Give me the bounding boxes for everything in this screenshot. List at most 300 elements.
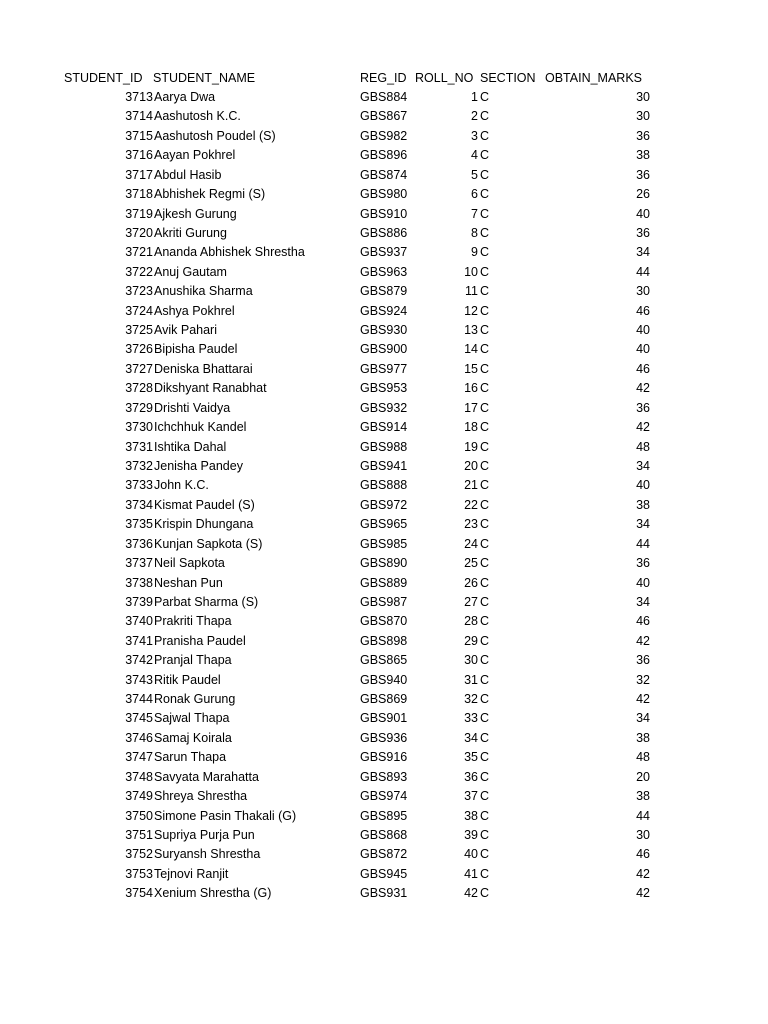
cell-obtain-marks: 34 xyxy=(636,594,650,609)
cell-section: C xyxy=(480,439,490,454)
cell-student-id: 3746 xyxy=(125,730,153,745)
cell-obtain-marks: 42 xyxy=(636,633,650,648)
cell-student-name: Neil Sapkota xyxy=(154,556,225,571)
cell-student-id: 3716 xyxy=(125,148,153,163)
cell-reg-id: GBS974 xyxy=(360,789,408,804)
table-row xyxy=(0,632,768,651)
cell-obtain-marks: 42 xyxy=(636,866,650,881)
table-row xyxy=(0,671,768,690)
cell-roll-no: 10 xyxy=(464,264,478,279)
cell-reg-id: GBS910 xyxy=(360,206,408,221)
cell-student-name: Xenium Shrestha (G) xyxy=(154,886,272,901)
table-row xyxy=(0,748,768,767)
cell-student-id: 3748 xyxy=(125,769,153,784)
cell-roll-no: 18 xyxy=(464,420,478,435)
cell-reg-id: GBS869 xyxy=(360,692,408,707)
cell-section: C xyxy=(480,653,490,668)
cell-roll-no: 2 xyxy=(471,109,478,124)
cell-section: C xyxy=(480,361,490,376)
cell-student-name: Savyata Marahatta xyxy=(154,769,259,784)
table-row xyxy=(0,768,768,787)
cell-section: C xyxy=(480,789,490,804)
cell-reg-id: GBS893 xyxy=(360,769,408,784)
cell-student-name: Sarun Thapa xyxy=(154,750,227,765)
cell-student-name: Jenisha Pandey xyxy=(154,458,243,473)
cell-roll-no: 16 xyxy=(464,381,478,396)
cell-reg-id: GBS937 xyxy=(360,245,408,260)
cell-student-id: 3715 xyxy=(125,128,153,143)
table-row xyxy=(0,321,768,340)
table-row xyxy=(0,166,768,185)
cell-obtain-marks: 46 xyxy=(636,361,650,376)
cell-section: C xyxy=(480,808,490,823)
cell-reg-id: GBS930 xyxy=(360,323,408,338)
cell-section: C xyxy=(480,886,490,901)
cell-reg-id: GBS916 xyxy=(360,750,408,765)
cell-roll-no: 32 xyxy=(464,692,478,707)
cell-obtain-marks: 34 xyxy=(636,458,650,473)
cell-student-id: 3754 xyxy=(125,886,153,901)
cell-student-id: 3740 xyxy=(125,614,153,629)
cell-roll-no: 22 xyxy=(464,497,478,512)
cell-reg-id: GBS972 xyxy=(360,497,408,512)
table-row xyxy=(0,282,768,301)
cell-student-name: Ichchhuk Kandel xyxy=(154,420,247,435)
cell-obtain-marks: 46 xyxy=(636,614,650,629)
cell-section: C xyxy=(480,866,490,881)
table-row xyxy=(0,107,768,126)
cell-obtain-marks: 36 xyxy=(636,225,650,240)
cell-student-name: Tejnovi Ranjit xyxy=(154,866,229,881)
cell-roll-no: 29 xyxy=(464,633,478,648)
table-row xyxy=(0,146,768,165)
cell-section: C xyxy=(480,206,490,221)
table-row xyxy=(0,690,768,709)
cell-obtain-marks: 34 xyxy=(636,245,650,260)
cell-obtain-marks: 38 xyxy=(636,730,650,745)
header-obtain-marks: OBTAIN_MARKS xyxy=(545,71,643,85)
cell-obtain-marks: 36 xyxy=(636,653,650,668)
cell-roll-no: 28 xyxy=(464,614,478,629)
cell-student-id: 3731 xyxy=(125,439,153,454)
cell-student-id: 3736 xyxy=(125,536,153,551)
header-student-name: STUDENT_NAME xyxy=(153,71,256,85)
cell-student-name: Simone Pasin Thakali (G) xyxy=(154,808,297,823)
cell-obtain-marks: 40 xyxy=(636,575,650,590)
cell-obtain-marks: 44 xyxy=(636,536,650,551)
cell-student-name: Krispin Dhungana xyxy=(154,517,254,532)
cell-student-name: Aashutosh K.C. xyxy=(154,109,241,124)
cell-student-id: 3721 xyxy=(125,245,153,260)
cell-reg-id: GBS914 xyxy=(360,420,408,435)
cell-obtain-marks: 42 xyxy=(636,692,650,707)
cell-obtain-marks: 34 xyxy=(636,711,650,726)
cell-student-name: Anuj Gautam xyxy=(154,264,227,279)
cell-roll-no: 31 xyxy=(464,672,478,687)
cell-section: C xyxy=(480,187,490,202)
cell-reg-id: GBS884 xyxy=(360,90,408,104)
cell-student-id: 3725 xyxy=(125,323,153,338)
cell-student-id: 3726 xyxy=(125,342,153,357)
cell-student-name: Dikshyant Ranabhat xyxy=(154,381,267,396)
cell-obtain-marks: 42 xyxy=(636,381,650,396)
cell-reg-id: GBS931 xyxy=(360,886,408,901)
cell-section: C xyxy=(480,303,490,318)
cell-obtain-marks: 48 xyxy=(636,439,650,454)
cell-student-id: 3713 xyxy=(125,90,153,104)
cell-reg-id: GBS886 xyxy=(360,225,408,240)
cell-roll-no: 27 xyxy=(464,594,478,609)
cell-student-name: Samaj Koirala xyxy=(154,730,232,745)
cell-section: C xyxy=(480,847,490,862)
cell-student-id: 3723 xyxy=(125,284,153,299)
table-row xyxy=(0,826,768,845)
table-row xyxy=(0,360,768,379)
cell-reg-id: GBS941 xyxy=(360,458,408,473)
cell-roll-no: 12 xyxy=(464,303,478,318)
cell-reg-id: GBS868 xyxy=(360,827,408,842)
cell-roll-no: 35 xyxy=(464,750,478,765)
cell-student-name: Kismat Paudel (S) xyxy=(154,497,255,512)
cell-student-id: 3741 xyxy=(125,633,153,648)
cell-roll-no: 8 xyxy=(471,225,478,240)
cell-student-name: Abdul Hasib xyxy=(154,167,222,182)
cell-student-id: 3749 xyxy=(125,789,153,804)
cell-student-name: Aashutosh Poudel (S) xyxy=(154,128,276,143)
cell-reg-id: GBS987 xyxy=(360,594,408,609)
cell-roll-no: 40 xyxy=(464,847,478,862)
cell-obtain-marks: 32 xyxy=(636,672,650,687)
cell-roll-no: 37 xyxy=(464,789,478,804)
cell-student-id: 3722 xyxy=(125,264,153,279)
table-row xyxy=(0,729,768,748)
cell-student-name: Aarya Dwa xyxy=(154,90,216,104)
cell-student-name: Ronak Gurung xyxy=(154,692,236,707)
cell-student-id: 3720 xyxy=(125,225,153,240)
cell-section: C xyxy=(480,750,490,765)
cell-student-id: 3719 xyxy=(125,206,153,221)
cell-section: C xyxy=(480,90,490,104)
cell-obtain-marks: 46 xyxy=(636,847,650,862)
cell-section: C xyxy=(480,769,490,784)
cell-reg-id: GBS940 xyxy=(360,672,408,687)
cell-section: C xyxy=(480,594,490,609)
table-row xyxy=(0,379,768,398)
cell-student-name: Abhishek Regmi (S) xyxy=(154,187,266,202)
cell-roll-no: 14 xyxy=(464,342,478,357)
cell-roll-no: 36 xyxy=(464,769,478,784)
cell-student-id: 3732 xyxy=(125,458,153,473)
cell-section: C xyxy=(480,148,490,163)
cell-roll-no: 13 xyxy=(464,323,478,338)
cell-student-id: 3751 xyxy=(125,827,153,842)
cell-student-name: Deniska Bhattarai xyxy=(154,361,253,376)
cell-obtain-marks: 42 xyxy=(636,420,650,435)
cell-student-id: 3750 xyxy=(125,808,153,823)
cell-reg-id: GBS982 xyxy=(360,128,408,143)
table-row xyxy=(0,224,768,243)
table-row xyxy=(0,399,768,418)
cell-reg-id: GBS879 xyxy=(360,284,408,299)
cell-student-id: 3730 xyxy=(125,420,153,435)
cell-roll-no: 30 xyxy=(464,653,478,668)
cell-obtain-marks: 36 xyxy=(636,128,650,143)
table-row xyxy=(0,88,768,107)
cell-student-name: Parbat Sharma (S) xyxy=(154,594,259,609)
cell-student-id: 3739 xyxy=(125,594,153,609)
cell-roll-no: 15 xyxy=(464,361,478,376)
cell-student-id: 3752 xyxy=(125,847,153,862)
cell-obtain-marks: 20 xyxy=(636,769,650,784)
cell-student-name: Akriti Gurung xyxy=(154,225,227,240)
cell-student-id: 3718 xyxy=(125,187,153,202)
cell-student-name: Ashya Pokhrel xyxy=(154,303,235,318)
cell-roll-no: 9 xyxy=(471,245,478,260)
cell-obtain-marks: 40 xyxy=(636,323,650,338)
cell-roll-no: 21 xyxy=(464,478,478,493)
cell-student-id: 3753 xyxy=(125,866,153,881)
table-row xyxy=(0,515,768,534)
cell-student-name: Pranisha Paudel xyxy=(154,633,246,648)
table-row xyxy=(0,302,768,321)
cell-section: C xyxy=(480,536,490,551)
table-row xyxy=(0,574,768,593)
table-row xyxy=(0,709,768,728)
cell-section: C xyxy=(480,827,490,842)
cell-student-name: Suryansh Shrestha xyxy=(154,847,261,862)
cell-reg-id: GBS963 xyxy=(360,264,408,279)
table-row xyxy=(0,496,768,515)
cell-student-name: John K.C. xyxy=(154,478,209,493)
table-row xyxy=(0,340,768,359)
cell-reg-id: GBS898 xyxy=(360,633,408,648)
cell-section: C xyxy=(480,109,490,124)
cell-roll-no: 34 xyxy=(464,730,478,745)
cell-obtain-marks: 40 xyxy=(636,206,650,221)
cell-roll-no: 11 xyxy=(465,284,478,299)
cell-section: C xyxy=(480,478,490,493)
cell-section: C xyxy=(480,342,490,357)
header-roll-no: ROLL_NO xyxy=(415,71,474,85)
cell-student-name: Drishti Vaidya xyxy=(154,400,231,415)
cell-reg-id: GBS932 xyxy=(360,400,408,415)
cell-reg-id: GBS977 xyxy=(360,361,408,376)
cell-student-id: 3714 xyxy=(125,109,153,124)
cell-obtain-marks: 38 xyxy=(636,789,650,804)
cell-obtain-marks: 30 xyxy=(636,109,650,124)
table-row xyxy=(0,651,768,670)
cell-section: C xyxy=(480,400,490,415)
cell-reg-id: GBS980 xyxy=(360,187,408,202)
cell-student-id: 3742 xyxy=(125,653,153,668)
cell-section: C xyxy=(480,730,490,745)
cell-student-id: 3728 xyxy=(125,381,153,396)
cell-student-id: 3735 xyxy=(125,517,153,532)
cell-obtain-marks: 42 xyxy=(636,886,650,901)
cell-student-name: Ananda Abhishek Shrestha xyxy=(154,245,305,260)
cell-reg-id: GBS896 xyxy=(360,148,408,163)
table-row xyxy=(0,884,768,903)
table-row xyxy=(0,554,768,573)
cell-roll-no: 23 xyxy=(464,517,478,532)
cell-student-id: 3738 xyxy=(125,575,153,590)
cell-student-id: 3734 xyxy=(125,497,153,512)
cell-obtain-marks: 30 xyxy=(636,827,650,842)
cell-reg-id: GBS945 xyxy=(360,866,408,881)
table-row xyxy=(0,457,768,476)
cell-section: C xyxy=(480,225,490,240)
table-row xyxy=(0,418,768,437)
table-row xyxy=(0,438,768,457)
cell-student-id: 3745 xyxy=(125,711,153,726)
table-row xyxy=(0,476,768,495)
cell-reg-id: GBS890 xyxy=(360,556,408,571)
cell-section: C xyxy=(480,556,490,571)
cell-roll-no: 19 xyxy=(464,439,478,454)
cell-reg-id: GBS900 xyxy=(360,342,408,357)
table-row xyxy=(0,243,768,262)
cell-reg-id: GBS872 xyxy=(360,847,408,862)
cell-obtain-marks: 38 xyxy=(636,497,650,512)
cell-reg-id: GBS865 xyxy=(360,653,408,668)
cell-reg-id: GBS870 xyxy=(360,614,408,629)
cell-obtain-marks: 36 xyxy=(636,556,650,571)
cell-reg-id: GBS953 xyxy=(360,381,408,396)
cell-roll-no: 26 xyxy=(464,575,478,590)
cell-section: C xyxy=(480,264,490,279)
cell-student-name: Ajkesh Gurung xyxy=(154,206,237,221)
cell-section: C xyxy=(480,128,490,143)
cell-student-name: Ishtika Dahal xyxy=(154,439,227,454)
cell-student-name: Supriya Purja Pun xyxy=(154,827,255,842)
table-row xyxy=(0,535,768,554)
cell-student-id: 3717 xyxy=(125,167,153,182)
cell-roll-no: 5 xyxy=(471,167,478,182)
header-student-id: STUDENT_ID xyxy=(64,71,143,85)
cell-reg-id: GBS985 xyxy=(360,536,408,551)
cell-section: C xyxy=(480,672,490,687)
cell-reg-id: GBS901 xyxy=(360,711,408,726)
cell-section: C xyxy=(480,284,490,299)
cell-section: C xyxy=(480,711,490,726)
header-reg-id: REG_ID xyxy=(360,71,407,85)
table-header xyxy=(0,69,768,88)
cell-student-name: Kunjan Sapkota (S) xyxy=(154,536,263,551)
cell-student-id: 3744 xyxy=(125,692,153,707)
cell-roll-no: 24 xyxy=(464,536,478,551)
cell-section: C xyxy=(480,458,490,473)
cell-student-name: Anushika Sharma xyxy=(154,284,253,299)
cell-roll-no: 20 xyxy=(464,458,478,473)
table-row xyxy=(0,185,768,204)
cell-obtain-marks: 36 xyxy=(636,167,650,182)
cell-student-name: Shreya Shrestha xyxy=(154,789,248,804)
cell-reg-id: GBS888 xyxy=(360,478,408,493)
cell-section: C xyxy=(480,575,490,590)
cell-roll-no: 17 xyxy=(464,400,478,415)
cell-student-id: 3727 xyxy=(125,361,153,376)
cell-section: C xyxy=(480,633,490,648)
cell-reg-id: GBS895 xyxy=(360,808,408,823)
cell-student-name: Avik Pahari xyxy=(154,323,217,338)
cell-student-id: 3737 xyxy=(125,556,153,571)
cell-student-name: Ritik Paudel xyxy=(154,672,221,687)
cell-roll-no: 1 xyxy=(471,90,478,104)
cell-obtain-marks: 44 xyxy=(636,264,650,279)
cell-section: C xyxy=(480,245,490,260)
table-row xyxy=(0,845,768,864)
cell-roll-no: 42 xyxy=(464,886,478,901)
cell-obtain-marks: 26 xyxy=(636,187,650,202)
cell-obtain-marks: 46 xyxy=(636,303,650,318)
cell-section: C xyxy=(480,167,490,182)
table-row xyxy=(0,612,768,631)
cell-reg-id: GBS924 xyxy=(360,303,408,318)
cell-obtain-marks: 38 xyxy=(636,148,650,163)
table-row xyxy=(0,263,768,282)
cell-roll-no: 33 xyxy=(464,711,478,726)
header-section: SECTION xyxy=(480,71,536,85)
cell-student-name: Prakriti Thapa xyxy=(154,614,232,629)
cell-section: C xyxy=(480,692,490,707)
cell-student-name: Pranjal Thapa xyxy=(154,653,232,668)
cell-student-id: 3729 xyxy=(125,400,153,415)
table-row xyxy=(0,807,768,826)
cell-reg-id: GBS889 xyxy=(360,575,408,590)
cell-student-name: Bipisha Paudel xyxy=(154,342,238,357)
cell-roll-no: 3 xyxy=(471,128,478,143)
cell-roll-no: 39 xyxy=(464,827,478,842)
cell-reg-id: GBS965 xyxy=(360,517,408,532)
cell-obtain-marks: 40 xyxy=(636,342,650,357)
cell-section: C xyxy=(480,497,490,512)
cell-obtain-marks: 36 xyxy=(636,400,650,415)
table-row xyxy=(0,865,768,884)
cell-reg-id: GBS988 xyxy=(360,439,408,454)
cell-roll-no: 25 xyxy=(464,556,478,571)
cell-reg-id: GBS936 xyxy=(360,730,408,745)
cell-section: C xyxy=(480,420,490,435)
cell-section: C xyxy=(480,381,490,396)
cell-student-name: Neshan Pun xyxy=(154,575,223,590)
cell-obtain-marks: 48 xyxy=(636,750,650,765)
cell-student-name: Sajwal Thapa xyxy=(154,711,230,726)
cell-reg-id: GBS867 xyxy=(360,109,408,124)
cell-section: C xyxy=(480,323,490,338)
cell-roll-no: 7 xyxy=(471,206,478,221)
cell-obtain-marks: 40 xyxy=(636,478,650,493)
cell-student-id: 3743 xyxy=(125,672,153,687)
cell-obtain-marks: 30 xyxy=(636,284,650,299)
cell-roll-no: 41 xyxy=(464,866,478,881)
table-row xyxy=(0,205,768,224)
cell-student-id: 3733 xyxy=(125,478,153,493)
cell-roll-no: 6 xyxy=(471,187,478,202)
table-row xyxy=(0,593,768,612)
cell-roll-no: 4 xyxy=(471,148,478,163)
cell-section: C xyxy=(480,614,490,629)
cell-roll-no: 38 xyxy=(464,808,478,823)
cell-reg-id: GBS874 xyxy=(360,167,408,182)
cell-student-id: 3747 xyxy=(125,750,153,765)
cell-section: C xyxy=(480,517,490,532)
cell-student-id: 3724 xyxy=(125,303,153,318)
cell-student-name: Aayan Pokhrel xyxy=(154,148,236,163)
cell-obtain-marks: 30 xyxy=(636,90,650,104)
table-row xyxy=(0,127,768,146)
cell-obtain-marks: 44 xyxy=(636,808,650,823)
cell-obtain-marks: 34 xyxy=(636,517,650,532)
